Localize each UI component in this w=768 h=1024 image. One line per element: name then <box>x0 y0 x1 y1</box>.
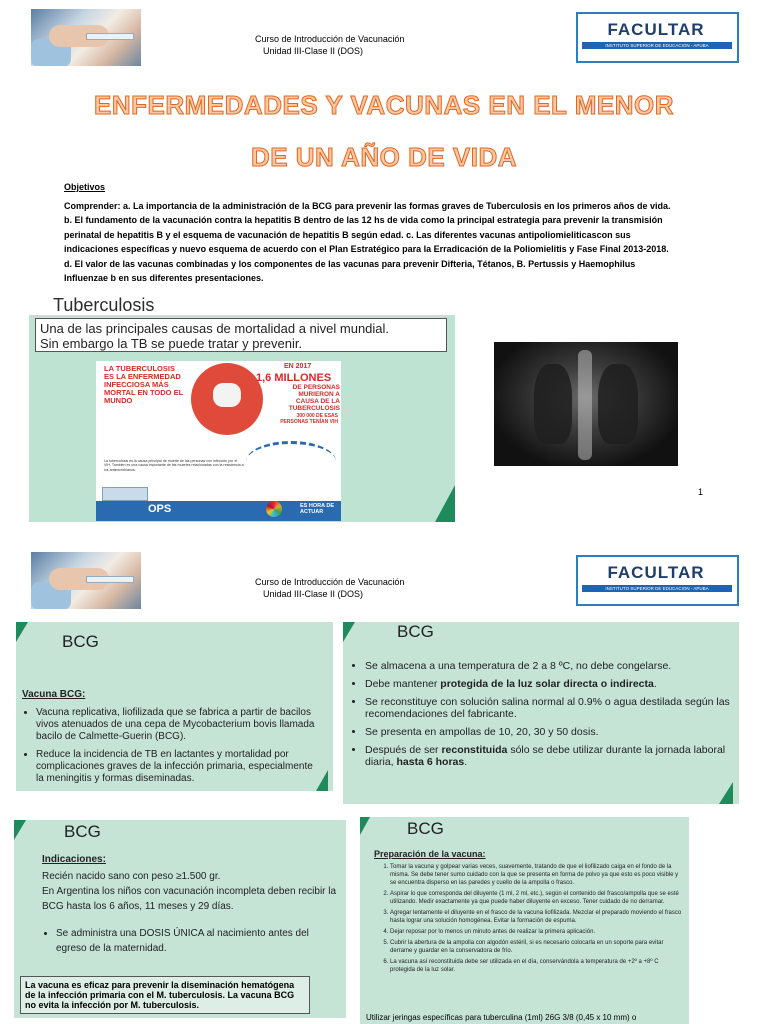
prep-step: 2. Aspirar lo que corresponda del diluyente (1 ml, 2 ml, etc.), según el contenido del frasco/ampolla que se esté utilizando. Medir exactamente ya que puede haber diluyente en exceso. Tener cuidado de no derramar. <box>390 890 684 906</box>
facultar-logo <box>576 12 739 63</box>
slide-title: BCG <box>64 822 101 841</box>
prep-step: 4. Dejar reposar por lo menos un minuto antes de realizar la primera aplicación. <box>390 928 684 936</box>
objectives-line: d. El valor de las vacunas combinadas y los componentes de las vacunas para prevenir Difteria, Tétanos, B. Pertussis y Haemophilus <box>64 258 636 269</box>
dashed-arc <box>246 441 336 482</box>
objectives <box>64 180 724 286</box>
infographic-year: EN 2017 <box>284 363 312 370</box>
infographic-big-number: 1,6 MILLONES <box>256 372 332 384</box>
slide-body <box>351 660 731 774</box>
slide-subheading: Vacuna BCG: <box>22 689 86 700</box>
nurse-vaccination-photo <box>31 552 141 609</box>
lungs-icon <box>191 363 263 435</box>
bullet-item: • Se presenta en ampollas de 10, 20, 30 y 50 dosis. <box>365 726 731 738</box>
sdg-wheel-icon <box>266 501 282 517</box>
objectives-line: Comprender: a. La importancia de la administración de la BCG para prevenir las formas graves de Tuberculosis en los primeros años de vida. <box>64 200 671 211</box>
ops-infographic <box>96 361 341 521</box>
nurse-vaccination-photo <box>31 9 141 66</box>
page-title-line2: DE UN AÑO DE VIDA <box>250 142 518 172</box>
course-title: Curso de Introducción de Vacunación <box>255 34 405 44</box>
logo-word: FACULTAR <box>607 563 705 582</box>
bcg-slide-4 <box>360 817 689 1024</box>
bullet-item: • Vacuna replicativa, liofilizada que se fabrica a partir de bacilos vivos atenuados de una cepa de Mycobacterium bovis llamada bacilo de Calmette-Guerin (BCG). <box>36 707 322 743</box>
slide-summary-box <box>35 318 447 352</box>
efficacy-note: La vacuna es eficaz para prevenir la diseminación hematógena de la infección primaria con el M. tuberculosis. La vacuna BCG no evita la infección por M. tuberculosis. <box>20 976 310 1014</box>
indication-text: En Argentina los niños con vacunación incompleta deben recibir la BCG hasta los 6 años, 11 meses y 29 días. <box>42 886 337 912</box>
slide-body <box>42 852 342 962</box>
es-hora-label: ES HORA DE ACTUAR <box>300 503 335 515</box>
prep-step: 6. La vacuna así reconstituida debe ser utilizada en el día, conservándola a temperatura de +2º a +8º C protegida de la luz solar. <box>390 958 684 974</box>
course-title: Curso de Introducción de Vacunación <box>255 577 405 587</box>
logo-word: FACULTAR <box>607 20 705 39</box>
objectives-line: indicaciones específicas y nuevo esquema de acuerdo con el Plan Estratégico para la Erradicación de la Poliomielitis y Fase Final 2013-2018. <box>64 244 669 254</box>
summary-line1: Una de las principales causas de mortalidad a nivel mundial. <box>40 321 390 336</box>
objectives-line: b. El fundamento de la vacunación contra la hepatitis B dentro de las 12 hs de vida como la principal estrategia para prevenir la transmisión <box>64 215 663 225</box>
bullet-item: • Debe mantener protegida de la luz solar directa o indirecta. <box>365 678 731 690</box>
infographic-small-text: La tuberculosis es la causa principal de muerte de las personas con infección por el VIH. También es una causa importante de las muertes relacionadas con la resistencia a los antimicrobianos. <box>104 459 244 472</box>
page-number: 1 <box>698 487 704 497</box>
logo-subtitle: INSTITUTO SUPERIOR DE EDUCACION - APUBA <box>582 42 732 49</box>
bullet-item: • Se reconstituye con solución salina normal al 0.9% o agua destilada según las recomendaciones del fabricante. <box>365 696 731 720</box>
summary-line2: Sin embargo la TB se puede tratar y prevenir. <box>40 336 303 351</box>
infographic-right-text: DE PERSONAS MURIERON A CAUSA DE LA TUBERCULOSIS <box>288 384 340 412</box>
syringe-icon <box>102 487 148 501</box>
bullet-item: • Se almacena a una temperatura de 2 a 8 ºC, no debe congelarse. <box>365 660 731 672</box>
corner-triangle <box>435 485 455 522</box>
objectives-line: perinatal de hepatitis B y el esquema de vacunación de hepatitis B según edad. c. Las diferentes vacunas antipoliomieliticascon sus <box>64 229 631 240</box>
prep-step: 3. Agregar lentamente el diluyente en el frasco de la vacuna liofilizada. Mezclar el preparado moviendo el frasco hasta lograr una solución homogénea. Evitar la formación de espuma. <box>390 909 684 925</box>
bcg-slide-2 <box>343 622 739 804</box>
slide-title: BCG <box>407 819 444 838</box>
ops-logo: OPS <box>148 503 172 515</box>
infographic-left-text: LA TUBERCULOSIS ES LA ENFERMEDAD INFECCIOSA MÁS MORTAL EN TODO EL MUNDO <box>104 364 184 405</box>
course-header <box>255 576 455 600</box>
syringe-note: Utilizar jeringas específicas para tuberculina (1ml) 26G 3/8 (0,45 x 10 mm) o <box>366 1013 637 1022</box>
bullet-item: • Se administra una DOSIS ÚNICA al nacimiento antes del egreso de la maternidad. <box>56 926 342 956</box>
facultar-logo <box>576 555 739 606</box>
slide-title: BCG <box>62 632 99 651</box>
slide-body <box>374 849 684 977</box>
chest-xray-image <box>494 342 678 466</box>
tuberculosis-slide <box>29 295 455 522</box>
course-unit: Unidad III-Clase II (DOS) <box>263 46 364 56</box>
prep-step: 5. Cubrir la abertura de la ampolla con algodón estéril, si es necesario colocarla en un soporte para evitar derrame y guardar en la conservadora de frío. <box>390 939 684 955</box>
course-header <box>255 33 455 57</box>
bullet-item: • Reduce la incidencia de TB en lactantes y mortalidad por complicaciones graves de la infección primaria, especialmente la meningitis y formas diseminadas. <box>36 749 322 785</box>
bcg-slide-3 <box>14 820 346 1018</box>
infographic-sub: 300 000 DE ESAS PERSONAS TENÍAN VIH <box>280 413 338 425</box>
page-title-line1: ENFERMEDADES Y VACUNAS EN EL MENOR <box>94 90 674 120</box>
logo-subtitle: INSTITUTO SUPERIOR DE EDUCACION - APUBA <box>582 585 732 592</box>
slide-subheading: Indicaciones: <box>42 854 106 865</box>
objectives-heading: Objetivos <box>64 182 106 192</box>
slide-body <box>22 689 322 791</box>
bullet-item: • Después de ser reconstituida sólo se debe utilizar durante la jornada laboral diaria, hasta 6 horas. <box>365 744 731 768</box>
prep-step: 1. Tomar la vacuna y golpear varias veces, suavemente, tratando de que el liofilizado caiga en el fondo de la misma. Se debe tener sumo cuidado con la que se presenta en forma de polvo ya que esto es poco visible y se encuentra disperso en las paredes y cuello de la ampolla o frasco. <box>390 863 684 887</box>
slide-title: Tuberculosis <box>53 295 155 315</box>
slide-title: BCG <box>397 622 434 641</box>
objectives-line: Influenzae b en sus diferentes presentaciones. <box>64 273 264 283</box>
bcg-slide-1 <box>16 622 333 791</box>
slide-subheading: Preparación de la vacuna: <box>374 849 486 859</box>
indication-text: Recién nacido sano con peso ≥1.500 gr. <box>42 871 221 882</box>
course-unit: Unidad III-Clase II (DOS) <box>263 589 364 599</box>
